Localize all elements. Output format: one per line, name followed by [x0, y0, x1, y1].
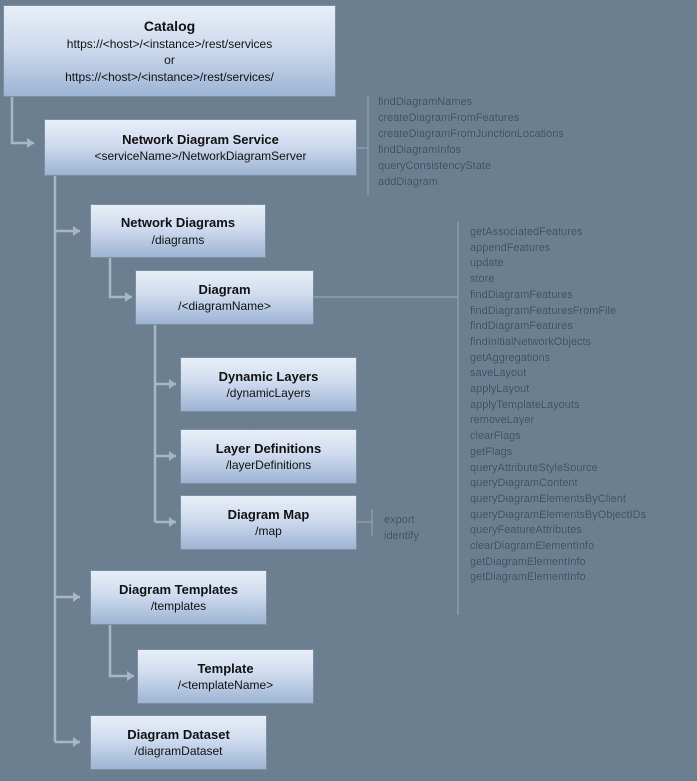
- diagram-operation-item[interactable]: findDiagramFeaturesFromFile: [470, 304, 617, 317]
- service-operation-item[interactable]: queryConsistencyState: [378, 160, 492, 173]
- diagram-operation-item[interactable]: findDiagramFeatures: [470, 320, 573, 333]
- diagram-operation-item[interactable]: queryDiagramElementsByClient: [470, 492, 626, 505]
- diagram-operation-item[interactable]: getFlags: [470, 445, 513, 458]
- diagram-operation-item[interactable]: getDiagramElementInfo: [470, 555, 586, 568]
- map-operation-item[interactable]: identify: [384, 530, 419, 543]
- diagram-operation-item[interactable]: clearDiagramElementInfo: [470, 540, 595, 553]
- node-network-diagram-service-path: <serviceName>/NetworkDiagramServer: [94, 149, 307, 164]
- node-diagram-title: Diagram: [198, 281, 251, 297]
- node-dynamic-layers-path: /dynamicLayers: [226, 386, 311, 401]
- node-diagram-dataset[interactable]: [90, 715, 267, 770]
- node-layer-definitions-path: /layerDefinitions: [225, 458, 312, 473]
- node-diagram[interactable]: [135, 270, 314, 325]
- diagram-operation-item[interactable]: update: [470, 257, 504, 270]
- node-network-diagrams-title: Network Diagrams: [120, 215, 236, 231]
- node-diagram-path: /<diagramName>: [178, 299, 271, 314]
- diagram-operation-item[interactable]: queryDiagramContent: [470, 477, 578, 490]
- operation-list-diagram: [470, 225, 646, 586]
- diagram-operation-item[interactable]: store: [470, 273, 495, 286]
- service-operation-item[interactable]: addDiagram: [378, 176, 438, 189]
- node-template-title: Template: [197, 660, 254, 676]
- diagram-operation-item[interactable]: queryDiagramElementsByObjectIDs: [470, 508, 647, 521]
- node-catalog-url-1: https://<host>/<instance>/rest/services: [66, 37, 273, 52]
- map-operation-item[interactable]: export: [384, 514, 415, 526]
- diagram-operation-item[interactable]: findDiagramFeatures: [470, 288, 573, 301]
- diagram-operation-item[interactable]: getAssociatedFeatures: [470, 226, 583, 238]
- node-diagram-templates-path: /templates: [150, 599, 207, 614]
- node-catalog[interactable]: [3, 5, 336, 97]
- node-diagram-templates[interactable]: [90, 570, 267, 625]
- node-catalog-title: Catalog: [143, 18, 196, 35]
- node-dynamic-layers-title: Dynamic Layers: [218, 368, 319, 384]
- diagram-operation-item[interactable]: removeLayer: [470, 414, 535, 427]
- diagram-operation-item[interactable]: queryAttributeStyleSource: [470, 461, 598, 474]
- operation-list-map: [384, 512, 419, 544]
- node-network-diagram-service[interactable]: [44, 119, 357, 176]
- diagram-operation-item[interactable]: clearFlags: [470, 430, 521, 443]
- node-catalog-or: or: [164, 53, 175, 68]
- service-operation-item[interactable]: createDiagramFromFeatures: [378, 112, 520, 125]
- node-template[interactable]: [137, 649, 314, 704]
- node-diagram-templates-title: Diagram Templates: [119, 581, 238, 597]
- node-diagram-map-path: /map: [255, 524, 282, 539]
- node-network-diagrams[interactable]: [90, 204, 266, 258]
- operation-list-service: [378, 94, 564, 191]
- node-diagram-map-title: Diagram Map: [227, 506, 310, 522]
- node-layer-definitions[interactable]: [180, 429, 357, 484]
- node-layer-definitions-title: Layer Definitions: [215, 440, 322, 456]
- diagram-operation-item[interactable]: getAggregations: [470, 351, 551, 364]
- diagram-operation-item[interactable]: getDiagramElementInfo: [470, 571, 586, 584]
- diagram-operation-item[interactable]: queryFeatureAttributes: [470, 524, 582, 537]
- diagram-operation-item[interactable]: appendFeatures: [470, 241, 551, 254]
- node-dynamic-layers[interactable]: [180, 357, 357, 412]
- service-operation-item[interactable]: findDiagramInfos: [378, 144, 462, 157]
- node-diagram-dataset-path: /diagramDataset: [134, 744, 223, 759]
- node-catalog-url-2: https://<host>/<instance>/rest/services/: [65, 69, 274, 84]
- service-operation-item[interactable]: findDiagramNames: [378, 96, 473, 108]
- node-diagram-dataset-title: Diagram Dataset: [127, 726, 230, 742]
- node-template-path: /<templateName>: [177, 678, 274, 693]
- node-network-diagrams-path: /diagrams: [151, 232, 205, 247]
- node-network-diagram-service-title: Network Diagram Service: [122, 131, 279, 147]
- diagram-operation-item[interactable]: saveLayout: [470, 367, 527, 380]
- diagram-operation-item[interactable]: findInitialNetworkObjects: [470, 335, 592, 348]
- diagram-operation-item[interactable]: applyLayout: [470, 383, 530, 396]
- node-diagram-map[interactable]: [180, 495, 357, 550]
- diagram-operation-item[interactable]: applyTemplateLayouts: [470, 398, 580, 411]
- service-operation-item[interactable]: createDiagramFromJunctionLocations: [378, 128, 564, 141]
